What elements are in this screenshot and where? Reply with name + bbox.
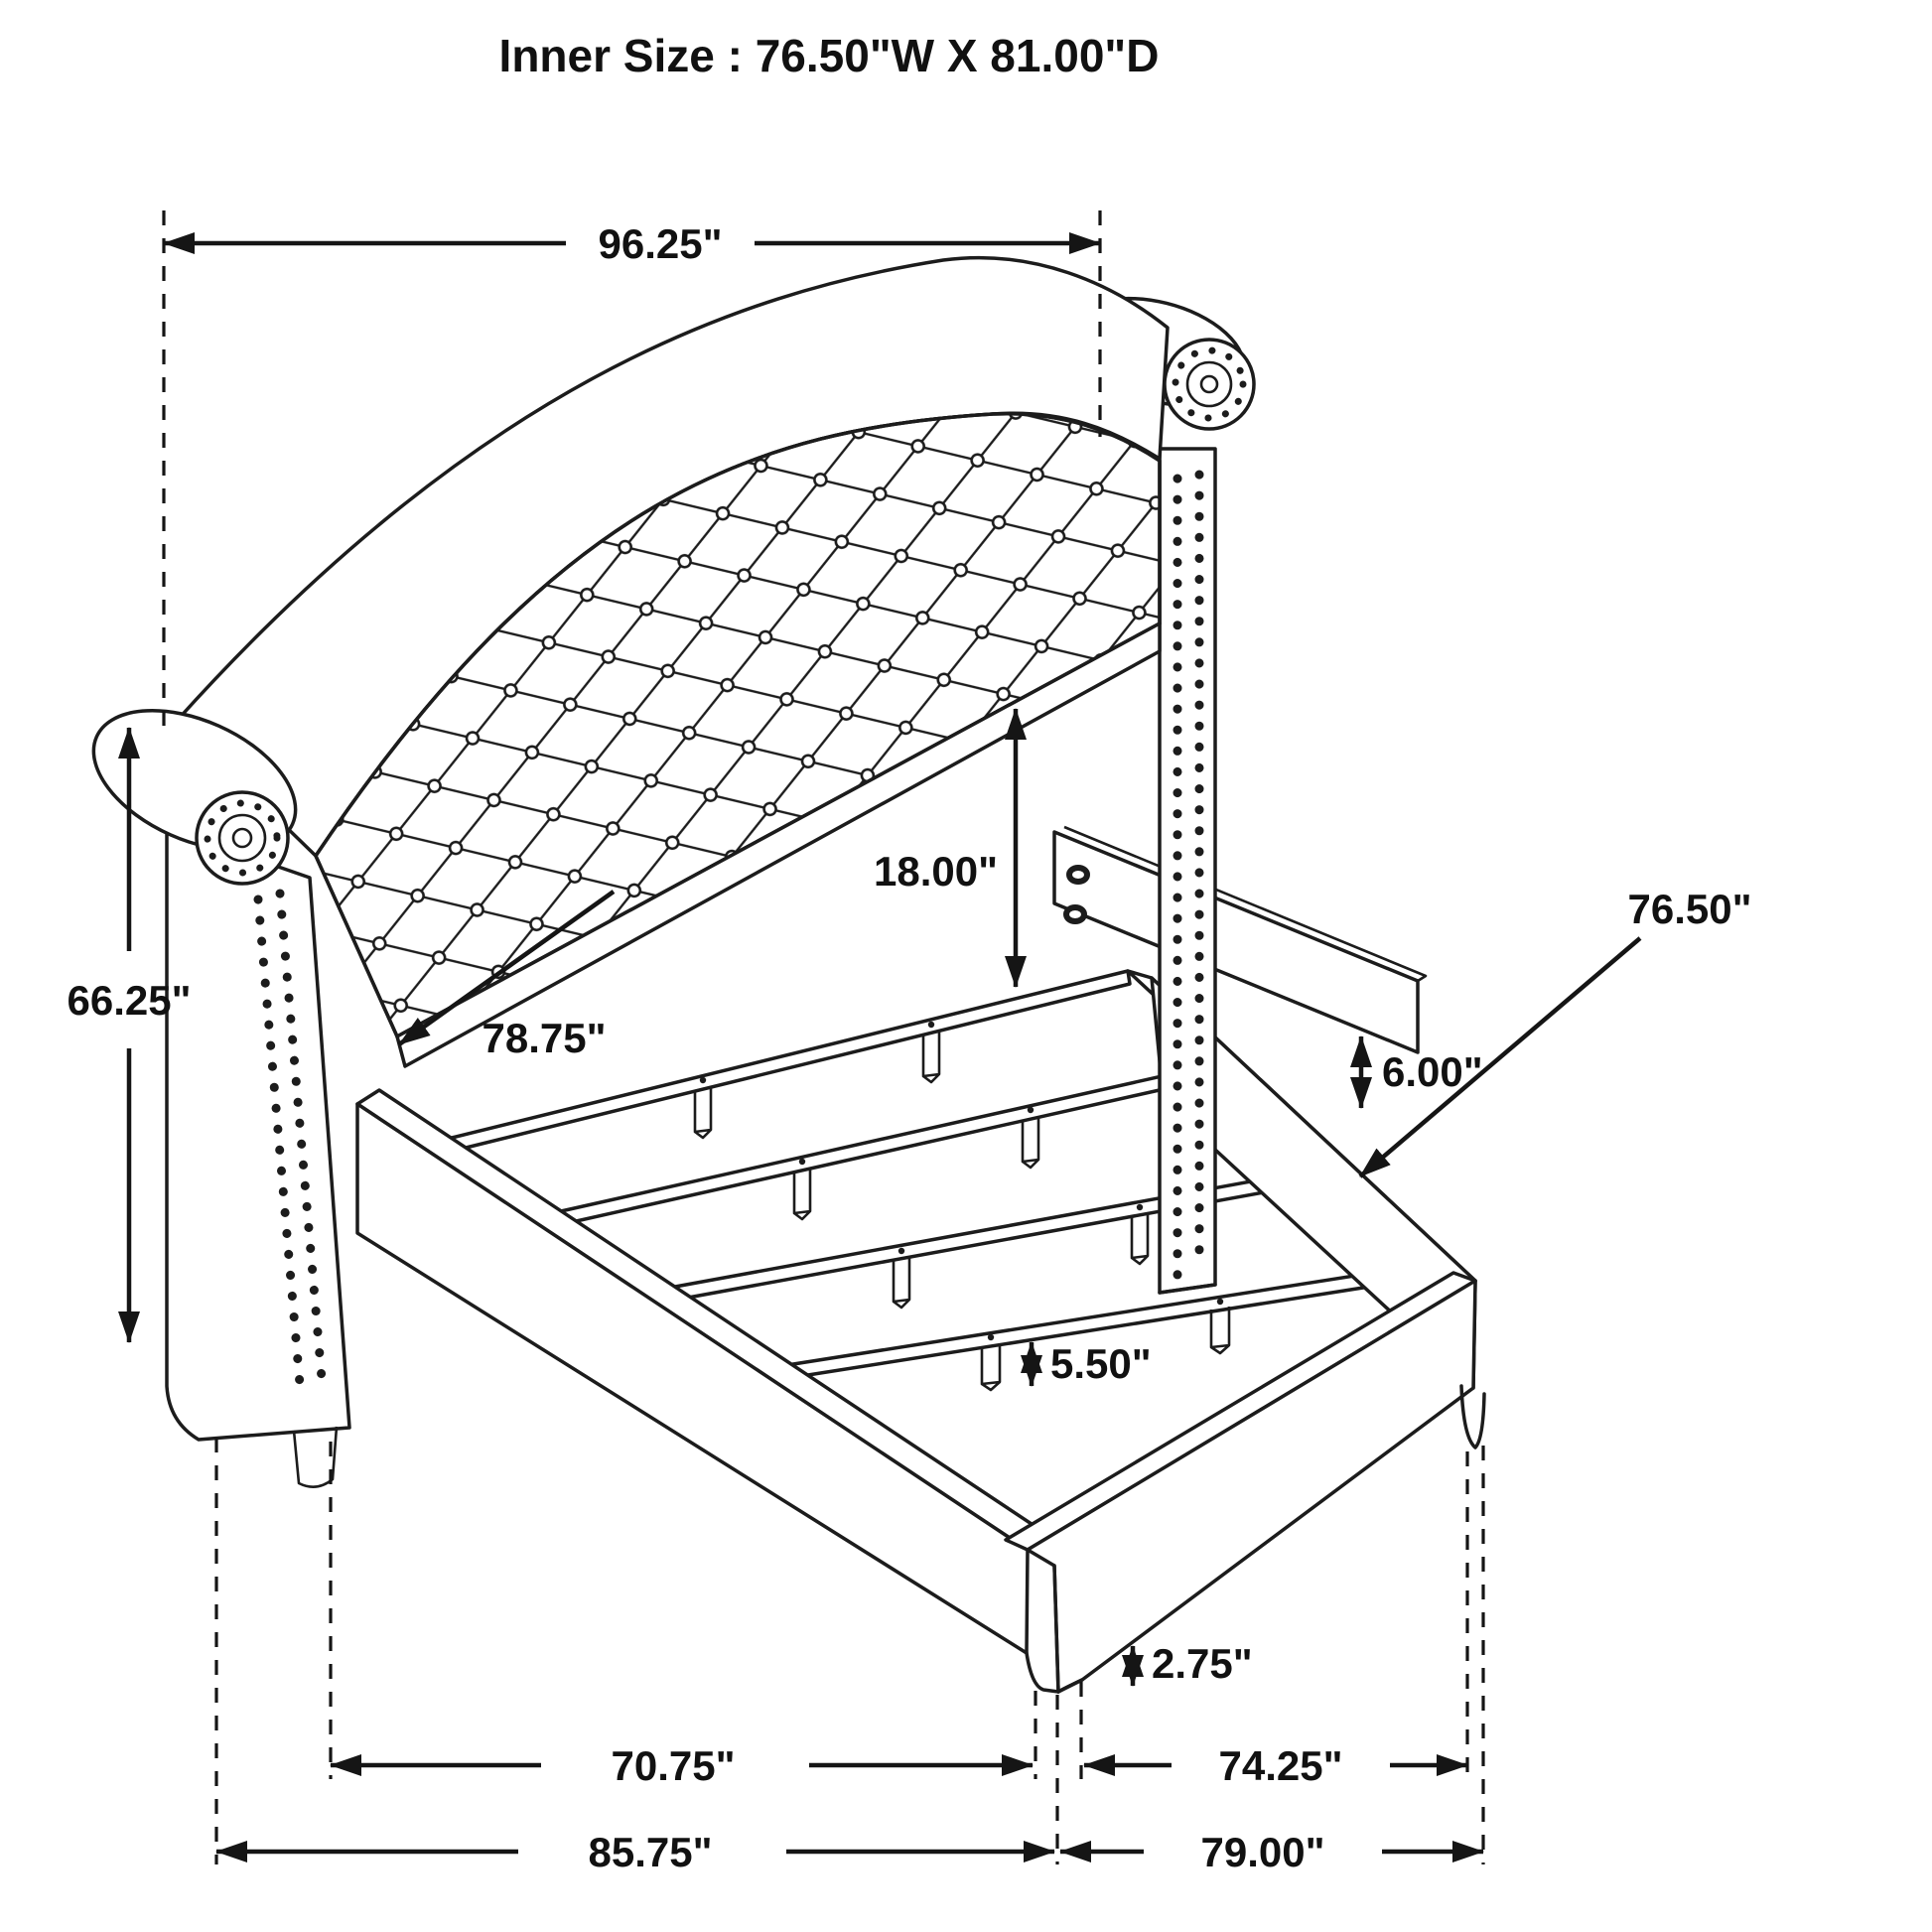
dim-outer-length bbox=[1060, 1829, 1483, 1875]
dim-overall-width-label: 96.25" bbox=[598, 220, 723, 267]
dim-foot-height bbox=[1133, 1640, 1253, 1687]
dim-rail-height-label: 6.00" bbox=[1382, 1048, 1483, 1095]
dim-outer-width-label: 85.75" bbox=[588, 1829, 713, 1875]
left-side-rail bbox=[357, 1090, 1049, 1653]
bolt-hole bbox=[1069, 868, 1087, 882]
dim-outer-width bbox=[216, 1829, 1054, 1875]
slat bbox=[675, 1165, 1345, 1308]
footboard-rail bbox=[1006, 1273, 1475, 1692]
bolt-hole bbox=[1066, 907, 1084, 921]
left-wing-post bbox=[167, 832, 349, 1487]
dim-inner-width-front bbox=[331, 1742, 1033, 1789]
dim-headboard-width-label: 78.75" bbox=[482, 1015, 607, 1061]
dim-slat-leg-height-label: 5.50" bbox=[1050, 1340, 1152, 1387]
dim-foot-height-label: 2.75" bbox=[1152, 1640, 1253, 1687]
dim-inner-width-front-label: 70.75" bbox=[611, 1742, 736, 1789]
headboard-bracket bbox=[1054, 827, 1426, 1052]
dim-slat-length-label: 76.50" bbox=[1627, 886, 1752, 932]
dim-headboard-height-label: 66.25" bbox=[67, 977, 192, 1024]
diagram-title: Inner Size : 76.50"W X 81.00"D bbox=[498, 30, 1160, 81]
dim-outer-length-label: 79.00" bbox=[1200, 1829, 1325, 1875]
dim-headboard-clearance-label: 18.00" bbox=[873, 848, 998, 895]
dim-rail-height bbox=[1361, 1036, 1483, 1108]
dim-slat-leg-height bbox=[1032, 1340, 1152, 1387]
dim-inner-length-side-label: 74.25" bbox=[1218, 1742, 1343, 1789]
dim-inner-length-side bbox=[1084, 1742, 1467, 1789]
